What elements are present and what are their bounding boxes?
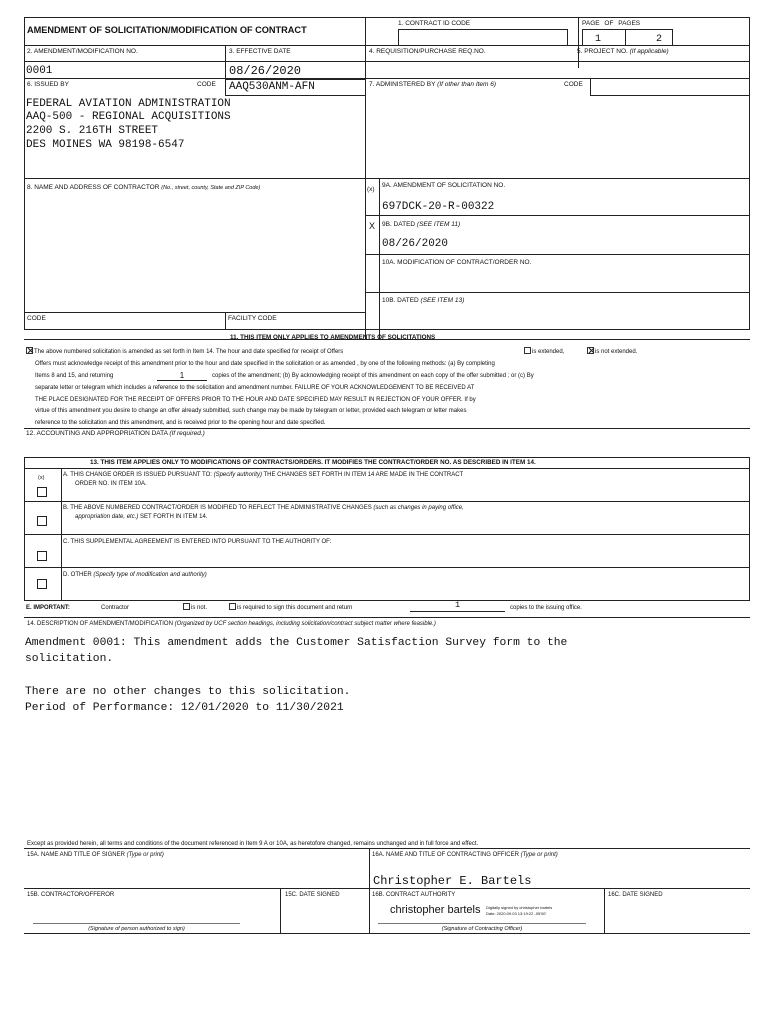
description-line-4: There are no other changes to this solicitation. bbox=[25, 686, 351, 698]
option-b-line1: B. THE ABOVE NUMBERED CONTRACT/ORDER IS MODIFIED TO REFLECT THE ADMINISTRATIVE CHANGES (such as changes in paying office, bbox=[63, 505, 464, 511]
issuer-address-line-4: DES MOINES WA 98198-6547 bbox=[26, 139, 185, 151]
item11-line3b: copies of the amendment; (b) By acknowledging receipt of this amendment on each copy of the offer submitted ; or (c) By bbox=[212, 373, 534, 379]
box2-label: 2. AMENDMENT/MODIFICATION NO. bbox=[27, 48, 138, 55]
contract-id-field[interactable] bbox=[398, 29, 568, 46]
item12-label: 12. ACCOUNTING AND APPROPRIATION DATA (If required.) bbox=[26, 430, 205, 437]
effective-date[interactable]: 08/26/2020 bbox=[229, 64, 302, 78]
item11-heading: 11. THIS ITEM ONLY APPLIES TO AMENDMENTS OF SOLICITATIONS bbox=[230, 334, 436, 341]
page-label: PAGE OF PAGES bbox=[582, 20, 641, 27]
important-copies[interactable]: 1 bbox=[410, 600, 505, 612]
important-label: E. IMPORTANT: bbox=[26, 605, 70, 611]
amendment-no[interactable]: 0001 bbox=[26, 65, 53, 77]
important-contractor: Contractor bbox=[101, 605, 130, 611]
description-line-5: Period of Performance: 12/01/2020 to 11/30/2021 bbox=[25, 702, 344, 714]
is-extended-option[interactable]: is extended, bbox=[524, 347, 564, 356]
is-extended-checkbox-icon[interactable] bbox=[524, 347, 531, 354]
option-a-line1: A. THIS CHANGE ORDER IS ISSUED PURSUANT TO: (Specify authority) THE CHANGES SET FORTH IN ITEM 14 ARE MADE IN THE CONTRACT bbox=[63, 472, 464, 478]
box10a-label: 10A. MODIFICATION OF CONTRACT/ORDER NO. bbox=[382, 259, 532, 266]
item11-line1: The above numbered solicitation is amended as set forth in Item 14. The hour and date specified for receipt of Offers bbox=[26, 347, 343, 356]
issuer-address-line-3: 2200 S. 216TH STREET bbox=[26, 125, 159, 137]
issuer-address-line-2: AAQ-500 - REGIONAL ACQUISITIONS bbox=[26, 111, 231, 123]
box9a-label: 9A. AMENDMENT OF SOLICITATION NO. bbox=[382, 182, 506, 189]
description-line-2: solicitation. bbox=[25, 653, 114, 665]
box15b-label: 15B. CONTRACTOR/OFFEROR bbox=[27, 892, 115, 898]
solicitation-date[interactable]: 08/26/2020 bbox=[382, 238, 449, 250]
is-required-option[interactable]: is required to sign this document and return bbox=[229, 603, 352, 612]
box16b-caption: (Signature of Contracting Officer) bbox=[441, 926, 523, 932]
officer-signature: christopher bartels bbox=[390, 904, 481, 916]
box8-code-label: CODE bbox=[27, 315, 46, 322]
contractor-signature-line[interactable] bbox=[33, 923, 240, 924]
option-b-checkbox[interactable] bbox=[37, 516, 47, 526]
option-c-line: C. THIS SUPPLEMENTAL AGREEMENT IS ENTERED INTO PURSUANT TO THE AUTHORITY OF: bbox=[63, 539, 332, 545]
is-required-checkbox-icon[interactable] bbox=[229, 603, 236, 610]
box16a-label: 16A. NAME AND TITLE OF CONTRACTING OFFICER (Type or print) bbox=[372, 852, 558, 858]
box7-label: 7. ADMINISTERED BY (If other than Item 6) bbox=[369, 81, 497, 88]
is-not-extended-option[interactable]: is not extended. bbox=[587, 347, 637, 356]
item14-label: 14. DESCRIPTION OF AMENDMENT/MODIFICATION (Organized by UCF section headings, including solicitation/contract subject matter where feasible.) bbox=[27, 621, 436, 627]
option-a-line2: ORDER NO. IN ITEM 10A. bbox=[75, 481, 147, 487]
is-not-extended-checkbox-icon[interactable] bbox=[587, 347, 594, 354]
box3-label: 3. EFFECTIVE DATE bbox=[229, 48, 291, 55]
box6-code-label: CODE bbox=[197, 81, 216, 88]
item11-copies[interactable]: 1 bbox=[157, 371, 207, 381]
box9b-label: 9B. DATED (SEE ITEM 11) bbox=[382, 221, 461, 228]
page-total: 2 bbox=[656, 34, 663, 45]
footer-note: Except as provided herein, all terms and conditions of the document referenced in Item 9 A or 10A, as heretofore changed, remains unchanged and in full force and effect. bbox=[27, 841, 479, 847]
facility-code-label: FACILITY CODE bbox=[228, 315, 277, 322]
form-title: AMENDMENT OF SOLICITATION/MODIFICATION OF CONTRACT bbox=[27, 25, 307, 35]
is-not-option[interactable]: is not. bbox=[183, 603, 207, 612]
option-a-checkbox[interactable] bbox=[37, 487, 47, 497]
amended-checkbox-icon[interactable] bbox=[26, 347, 33, 354]
box8-label: 8. NAME AND ADDRESS OF CONTRACTOR (No., street, county, State and ZIP Code) bbox=[27, 184, 261, 191]
option-c-checkbox[interactable] bbox=[37, 551, 47, 561]
item11-line6: virtue of this amendment you desire to change an offer already submitted, such change may be made by telegram or letter, provided each telegram or letter makes bbox=[35, 408, 467, 414]
page-current: 1 bbox=[595, 34, 602, 45]
description-line-1: Amendment 0001: This amendment adds the Customer Satisfaction Survey form to the bbox=[25, 637, 568, 649]
box10b-label: 10B. DATED (SEE ITEM 13) bbox=[382, 297, 465, 304]
box15a-label: 15A. NAME AND TITLE OF SIGNER (Type or print) bbox=[27, 852, 164, 858]
option-b-line2: appropriation date, etc.) SET FORTH IN ITEM 14. bbox=[75, 514, 208, 520]
item11-line3a: Items 8 and 15, and returning bbox=[35, 373, 114, 379]
box16c-label: 16C. DATE SIGNED bbox=[608, 892, 663, 898]
page-total-box bbox=[625, 29, 673, 46]
item11-line7: reference to the solicitation and this amendment, and is received prior to the opening hour and date specified. bbox=[35, 420, 326, 426]
box4-label: 4. REQUISITION/PURCHASE REQ.NO. bbox=[369, 48, 486, 55]
box15c-label: 15C. DATE SIGNED bbox=[285, 892, 340, 898]
issued-by-code-box bbox=[225, 79, 366, 96]
issuer-address-line-1: FEDERAL AVIATION ADMINISTRATION bbox=[26, 98, 231, 110]
is-not-checkbox-icon[interactable] bbox=[183, 603, 190, 610]
item11-line4: separate letter or telegram which includes a reference to the solicitation and amendment number. FAILURE OF YOUR ACKNOWLEDGEMENT TO BE RECEIVED AT bbox=[35, 385, 475, 391]
box15b-caption: (Signature of person authorized to sign) bbox=[88, 926, 185, 932]
option-d-line: D. OTHER (Specify type of modification and authority) bbox=[63, 572, 207, 578]
contracting-officer-name[interactable]: Christopher E. Bartels bbox=[373, 874, 532, 888]
box7-code-label: CODE bbox=[564, 81, 583, 88]
item13-heading: 13. THIS ITEM APPLIES ONLY TO MODIFICATIONS OF CONTRACTS/ORDERS. IT MODIFIES THE CONTRACT/ORDER NO. AS DESCRIBED IN ITEM 14. bbox=[90, 459, 536, 466]
officer-signature-line bbox=[378, 923, 586, 924]
item11-line5: THE PLACE DESIGNATED FOR THE RECEIPT OF OFFERS PRIOR TO THE HOUR AND DATE SPECIFIED MAY RESULT IN REJECTION OF YOUR OFFER. If by bbox=[35, 397, 476, 403]
option-d-checkbox[interactable] bbox=[37, 579, 47, 589]
important-tail: copies to the issuing office. bbox=[510, 605, 582, 611]
box6-label: 6. ISSUED BY bbox=[27, 81, 69, 88]
box1-label: 1. CONTRACT ID CODE bbox=[398, 20, 471, 27]
box9b-mark[interactable]: X bbox=[369, 221, 376, 231]
issued-by-code[interactable]: AAQ530ANM-AFN bbox=[229, 81, 315, 93]
box5-label: 5. PROJECT NO. (If applicable) bbox=[577, 48, 669, 55]
box9-mark-label: (x) bbox=[367, 186, 375, 193]
box16b-label: 16B. CONTRACT AUTHORITY bbox=[372, 892, 456, 898]
digital-signature-line-2: Date: 2020.09.03 13:19:22 -05'00' bbox=[486, 911, 547, 916]
digital-signature-line-1: Digitally signed by christopher bartels bbox=[486, 905, 553, 910]
item13-mark-label: (x) bbox=[38, 475, 45, 481]
page-current-box bbox=[582, 29, 626, 46]
solicitation-no[interactable]: 697DCK-20-R-00322 bbox=[382, 201, 495, 213]
item11-line2: Offers must acknowledge receipt of this amendment prior to the hour and date specified in the solicitation or as amended , by one of the following methods: (a) By completing bbox=[35, 361, 495, 367]
